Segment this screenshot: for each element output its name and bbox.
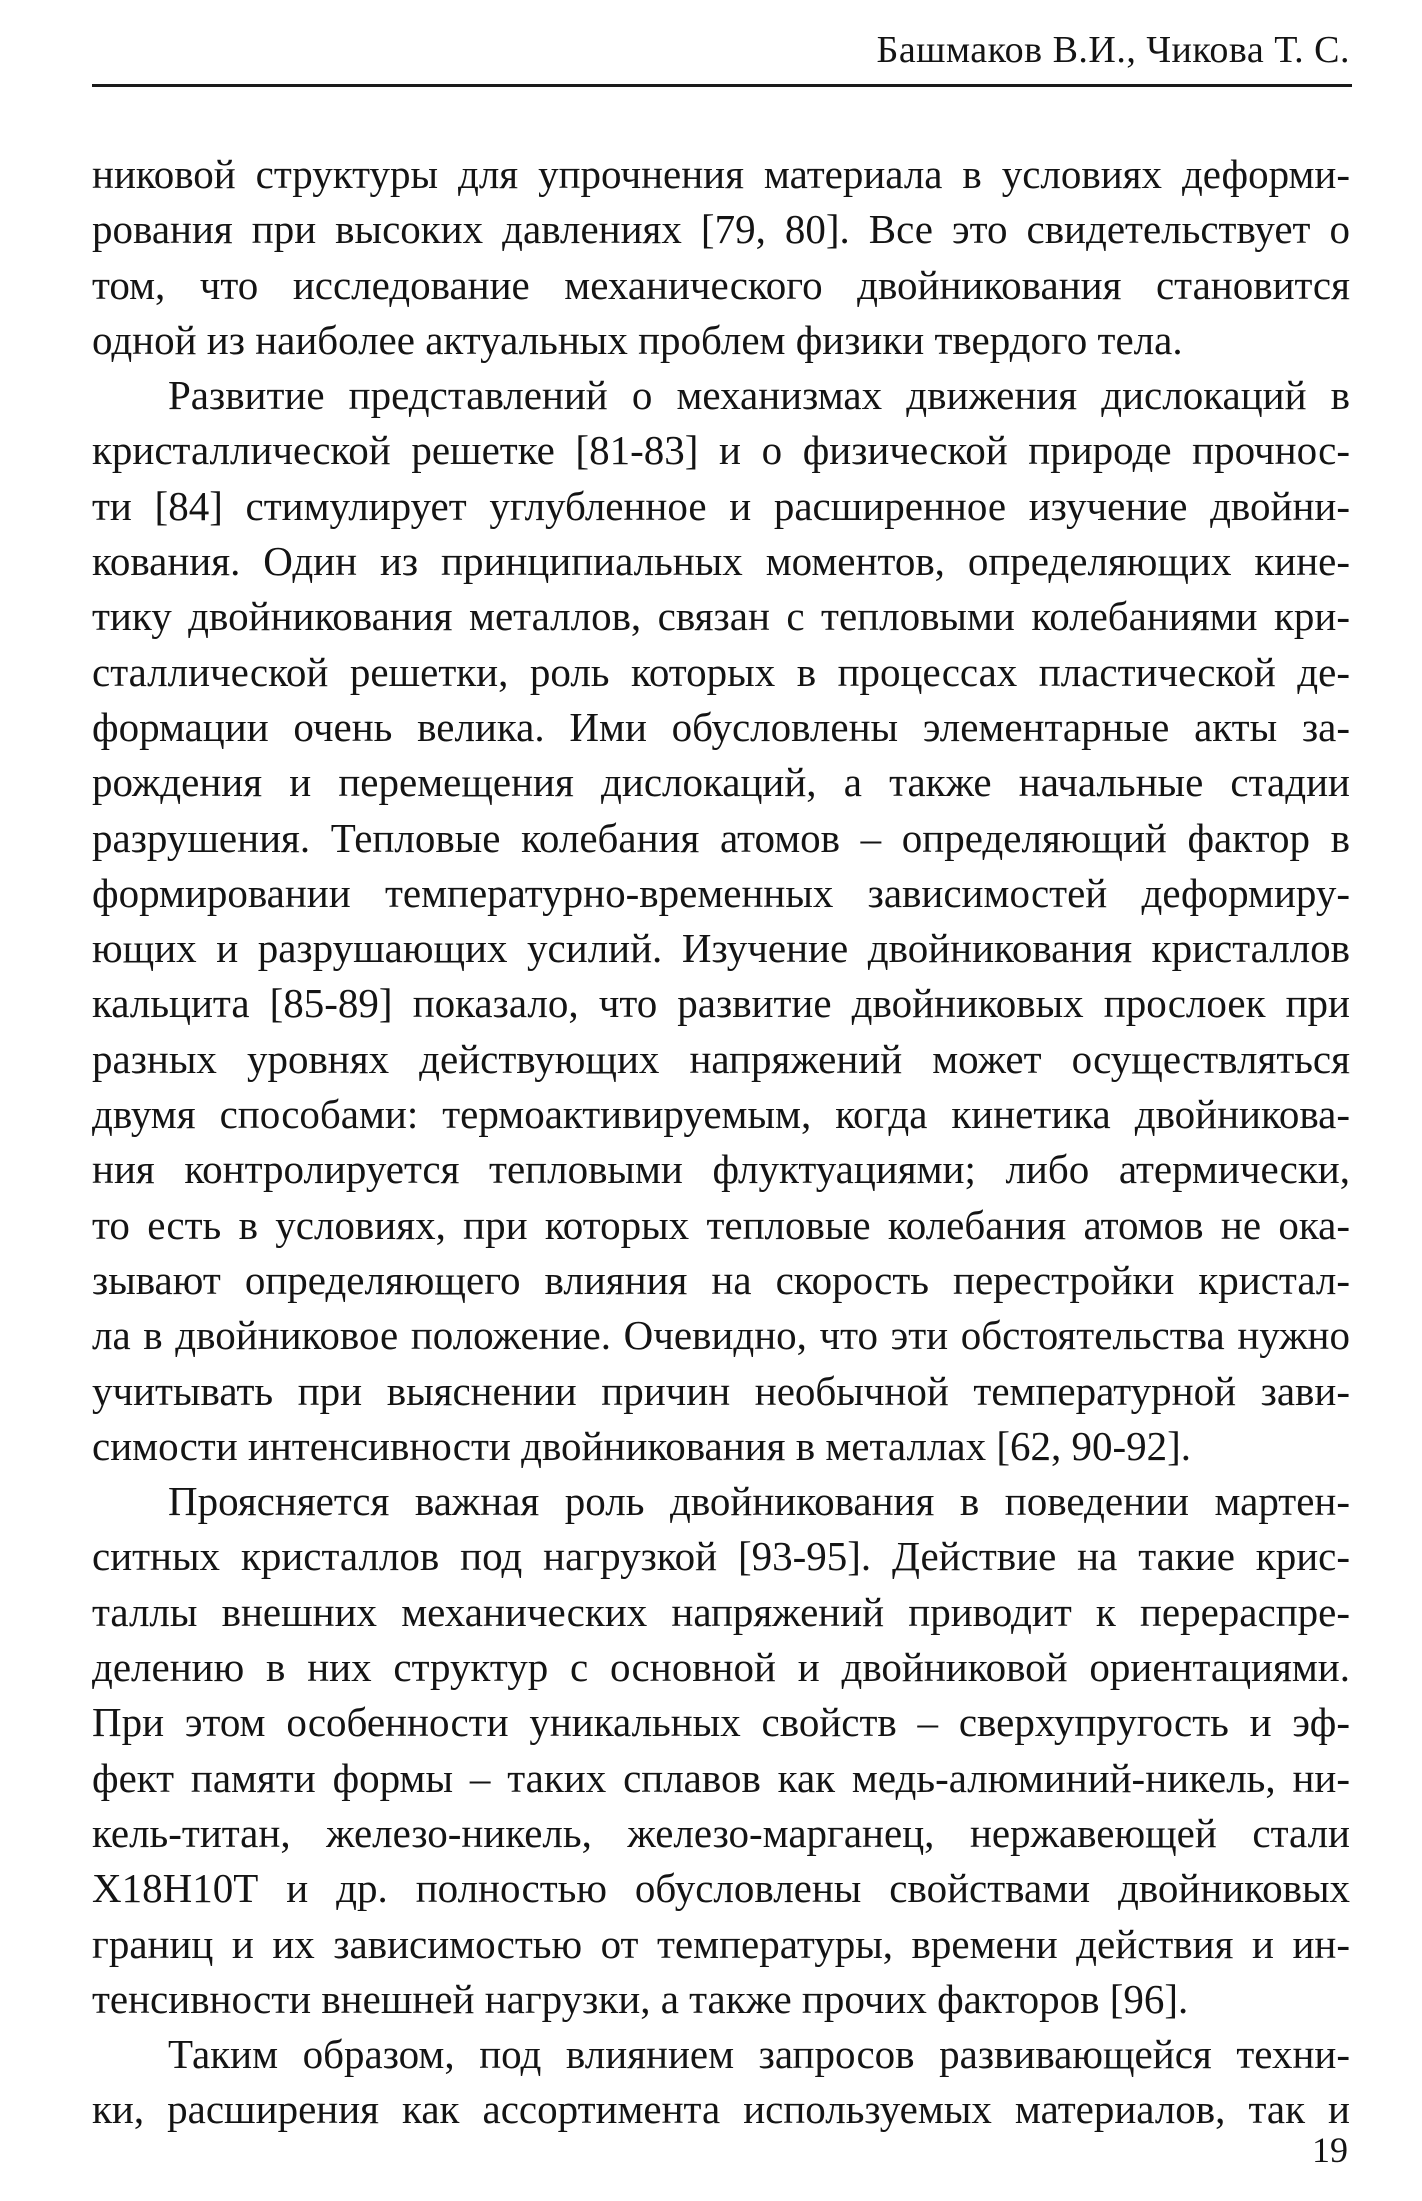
text-line: тенсивности внешней нагрузки, а также прочих факторов [96]. xyxy=(92,1975,1189,2022)
paragraph xyxy=(92,2027,1350,2138)
paragraph xyxy=(92,1474,1350,2027)
text-line: Таким образом, под влиянием запросов развивающейся техни- xyxy=(168,2031,1350,2078)
text-line: никовой структуры для упрочнения материала в условиях деформи- xyxy=(92,151,1350,197)
text-line: формировании температурно-временных зависимостей деформиру- xyxy=(92,869,1350,916)
text-line: Х18Н10Т и др. полностью обусловлены свойствами двойниковых xyxy=(92,1865,1350,1912)
text-line: границ и их зависимостью от температуры, времени действия и ин- xyxy=(92,1920,1350,1967)
text-line: ситных кристаллов под нагрузкой [93-95]. Действие на такие крис- xyxy=(92,1533,1350,1580)
text-line: Проясняется важная роль двойникования в поведении мартен- xyxy=(168,1478,1350,1525)
text-line: При этом особенности уникальных свойств – сверхупругость и эф- xyxy=(92,1699,1350,1746)
text-line: таллы внешних механических напряжений приводит к перераспре- xyxy=(92,1588,1350,1635)
paragraph xyxy=(92,147,1350,368)
text-line: формации очень велика. Ими обусловлены элементарные акты за- xyxy=(92,703,1350,750)
text-line: ющих и разрушающих усилий. Изучение двойникования кристаллов xyxy=(92,925,1350,972)
text-line: ти [84] стимулирует углубленное и расширенное изучение двойни- xyxy=(92,482,1350,529)
text-line: сталлической решетки, роль которых в процессах пластической де- xyxy=(92,648,1350,695)
text-line: кристаллической решетке [81-83] и о физической природе прочнос- xyxy=(92,427,1350,474)
text-line: учитывать при выяснении причин необычной температурной зави- xyxy=(92,1367,1350,1414)
text-line: фект памяти формы – таких сплавов как медь-алюминий-никель, ни- xyxy=(92,1754,1350,1801)
paragraph xyxy=(92,368,1350,1474)
running-head: Башмаков В.И., Чикова Т. С. xyxy=(876,29,1350,71)
text-line: ки, расширения как ассортимента используемых материалов, так и xyxy=(92,2086,1350,2133)
text-line: разрушения. Тепловые колебания атомов – определяющий фактор в xyxy=(92,814,1350,861)
text-line: симости интенсивности двойникования в металлах [62, 90-92]. xyxy=(92,1422,1192,1469)
text-line: делению в них структур с основной и двойниковой ориентациями. xyxy=(92,1644,1350,1691)
text-line: ла в двойниковое положение. Очевидно, что эти обстоятельства нужно xyxy=(92,1312,1350,1359)
page-number: 19 xyxy=(1312,2130,1348,2170)
text-line: кальцита [85-89] показало, что развитие двойниковых прослоек при xyxy=(92,980,1350,1027)
text-line: тику двойникования металлов, связан с тепловыми колебаниями кри- xyxy=(92,593,1350,640)
text-line: рождения и перемещения дислокаций, а также начальные стадии xyxy=(92,759,1350,806)
text-line: одной из наиболее актуальных проблем физики твердого тела. xyxy=(92,316,1183,363)
text-line: том, что исследование механического двойникования становится xyxy=(92,261,1350,308)
text-line: двумя способами: термоактивируемым, когда кинетика двойникова- xyxy=(92,1091,1350,1138)
text-line: разных уровнях действующих напряжений может осуществляться xyxy=(92,1035,1350,1082)
text-line: ния контролируется тепловыми флуктуациями; либо атермически, xyxy=(92,1146,1350,1193)
text-line: зывают определяющего влияния на скорость перестройки кристал- xyxy=(92,1256,1350,1303)
text-line: Развитие представлений о механизмах движения дислокаций в xyxy=(168,372,1350,419)
text-line: то есть в условиях, при которых тепловые колебания атомов не ока- xyxy=(92,1201,1350,1248)
text-line: рования при высоких давлениях [79, 80]. Все это свидетельствует о xyxy=(92,206,1350,253)
header-rule xyxy=(92,84,1352,87)
text-line: кования. Один из принципиальных моментов, определяющих кине- xyxy=(92,538,1350,585)
text-line: кель-титан, железо-никель, железо-марганец, нержавеющей стали xyxy=(92,1809,1350,1856)
body-text xyxy=(92,147,1350,2138)
